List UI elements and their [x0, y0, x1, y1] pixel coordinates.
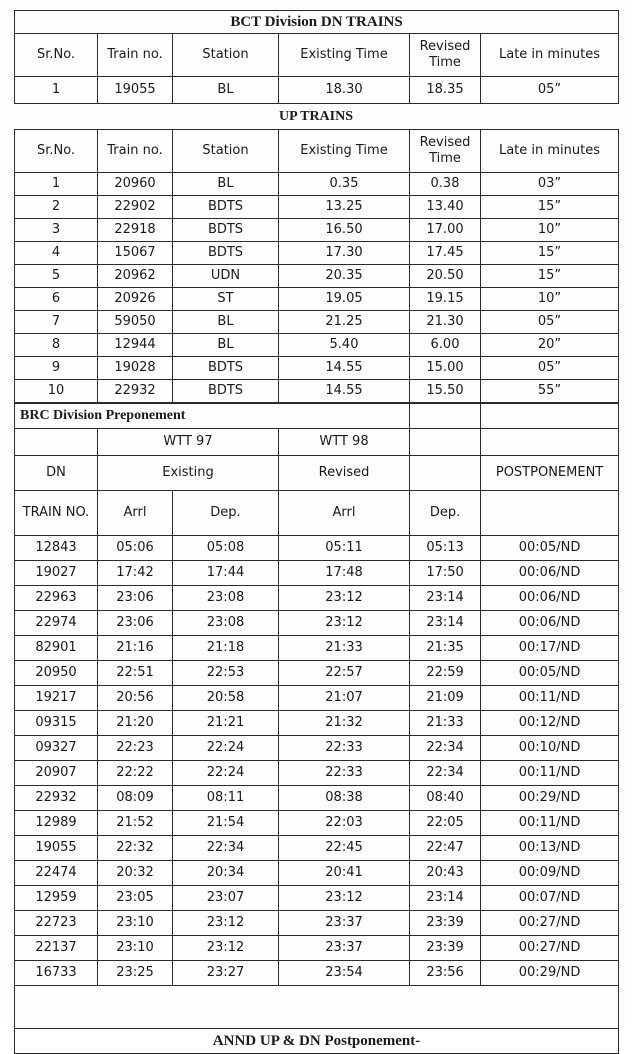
dn-table-title-row — [15, 11, 619, 34]
table-cell: 00:11/ND — [481, 811, 619, 836]
table-row — [15, 736, 619, 761]
table-cell: 00:11/ND — [481, 761, 619, 786]
table-cell: 22:33 — [279, 761, 410, 786]
empty-cell — [410, 456, 481, 491]
table-cell: 20” — [481, 334, 619, 357]
table-cell: 59050 — [98, 311, 173, 334]
table-cell: 22:59 — [410, 661, 481, 686]
empty-cell — [410, 404, 481, 429]
table-cell: 82901 — [15, 636, 98, 661]
table-cell: 18.35 — [410, 77, 481, 104]
table-cell: 22:05 — [410, 811, 481, 836]
table-row — [15, 242, 619, 265]
table-cell: 5 — [15, 265, 98, 288]
table-cell: 23:12 — [279, 586, 410, 611]
brc-table-body — [15, 536, 619, 986]
train-no-header: TRAIN NO. — [15, 491, 98, 536]
dn-table-title: BCT Division DN TRAINS — [15, 11, 619, 34]
table-cell: 20.50 — [410, 265, 481, 288]
table-row — [15, 711, 619, 736]
table-cell: 22902 — [98, 196, 173, 219]
table-cell: 23:12 — [173, 911, 279, 936]
up-trains-title: UP TRAINS — [278, 109, 354, 124]
group-header-row — [15, 456, 619, 491]
table-row — [15, 786, 619, 811]
table-cell: 12843 — [15, 536, 98, 561]
table-cell: 23:14 — [410, 586, 481, 611]
table-cell: 23:08 — [173, 611, 279, 636]
table-cell: 15” — [481, 242, 619, 265]
table-cell: 22:23 — [98, 736, 173, 761]
table-cell: 19055 — [98, 77, 173, 104]
revised-departure-header: Dep. — [410, 491, 481, 536]
revised-group-header: Revised — [279, 456, 410, 491]
table-cell: 19028 — [98, 357, 173, 380]
table-cell: 15.00 — [410, 357, 481, 380]
table-cell: 1 — [15, 77, 98, 104]
table-cell: 00:29/ND — [481, 961, 619, 986]
col-header-late-minutes: Late in minutes — [481, 34, 619, 77]
col-header-station: Station — [173, 130, 279, 173]
table-cell: 17.00 — [410, 219, 481, 242]
table-cell: 22963 — [15, 586, 98, 611]
table-row — [15, 173, 619, 196]
empty-cell — [15, 986, 619, 1029]
table-row — [15, 811, 619, 836]
col-header-existing-time: Existing Time — [279, 130, 410, 173]
table-cell: 6.00 — [410, 334, 481, 357]
table-cell: ST — [173, 288, 279, 311]
table-cell: 19.15 — [410, 288, 481, 311]
table-cell: 13.40 — [410, 196, 481, 219]
table-cell: 22:24 — [173, 761, 279, 786]
table-row — [15, 536, 619, 561]
table-cell: 22:34 — [410, 736, 481, 761]
table-cell: 23:07 — [173, 886, 279, 911]
col-header-station: Station — [173, 34, 279, 77]
col-header-sr-no: Sr.No. — [15, 130, 98, 173]
table-cell: BDTS — [173, 242, 279, 265]
table-cell: 21.25 — [279, 311, 410, 334]
table-row — [15, 561, 619, 586]
table-cell: 0.38 — [410, 173, 481, 196]
table-cell: 10” — [481, 219, 619, 242]
table-cell: 17:50 — [410, 561, 481, 586]
table-cell: 21:35 — [410, 636, 481, 661]
table-cell: 17:42 — [98, 561, 173, 586]
table-row — [15, 265, 619, 288]
table-cell: 21:32 — [279, 711, 410, 736]
table-cell: 23:06 — [98, 586, 173, 611]
table-cell: 23:27 — [173, 961, 279, 986]
table-cell: 13.25 — [279, 196, 410, 219]
table-cell: 08:11 — [173, 786, 279, 811]
table-cell: 21:52 — [98, 811, 173, 836]
table-cell: 7 — [15, 311, 98, 334]
table-row — [15, 611, 619, 636]
table-cell: 23:10 — [98, 936, 173, 961]
table-cell: 00:12/ND — [481, 711, 619, 736]
wtt-header-row — [15, 429, 619, 456]
table-cell: 09315 — [15, 711, 98, 736]
table-cell: 00:13/ND — [481, 836, 619, 861]
table-cell: 14.55 — [279, 357, 410, 380]
table-cell: 17.30 — [279, 242, 410, 265]
table-cell: 15067 — [98, 242, 173, 265]
table-cell: 21:33 — [279, 636, 410, 661]
empty-cell — [410, 429, 481, 456]
table-row — [15, 219, 619, 242]
dn-table-body — [15, 77, 619, 104]
table-cell: 22918 — [98, 219, 173, 242]
table-cell: 21:54 — [173, 811, 279, 836]
existing-departure-header: Dep. — [173, 491, 279, 536]
table-cell: 00:17/ND — [481, 636, 619, 661]
table-cell: 23:14 — [410, 886, 481, 911]
table-cell: 00:29/ND — [481, 786, 619, 811]
table-cell: 23:08 — [173, 586, 279, 611]
table-cell: 22:47 — [410, 836, 481, 861]
table-cell: 22:51 — [98, 661, 173, 686]
table-cell: 21.30 — [410, 311, 481, 334]
col-header-train-no: Train no. — [98, 130, 173, 173]
table-cell: 9 — [15, 357, 98, 380]
table-cell: 23:06 — [98, 611, 173, 636]
postponement-header: POSTPONEMENT — [481, 456, 619, 491]
table-cell: 0.35 — [279, 173, 410, 196]
table-cell: UDN — [173, 265, 279, 288]
up-column-header-row — [15, 130, 619, 173]
table-cell: 00:27/ND — [481, 911, 619, 936]
table-cell: BL — [173, 311, 279, 334]
table-row — [15, 288, 619, 311]
table-cell: BL — [173, 334, 279, 357]
table-cell: 22723 — [15, 911, 98, 936]
table-cell: 22474 — [15, 861, 98, 886]
existing-group-header: Existing — [98, 456, 279, 491]
table-cell: 22:33 — [279, 736, 410, 761]
table-cell: 20962 — [98, 265, 173, 288]
col-header-revised-time: Revised Time — [410, 130, 481, 173]
table-cell: 23:10 — [98, 911, 173, 936]
dn-label: DN — [15, 456, 98, 491]
footer-row — [15, 1029, 619, 1054]
table-cell: 15” — [481, 265, 619, 288]
table-cell: 20:32 — [98, 861, 173, 886]
table-cell: 22:34 — [410, 761, 481, 786]
table-cell: 16.50 — [279, 219, 410, 242]
table-row — [15, 686, 619, 711]
table-cell: 22:45 — [279, 836, 410, 861]
table-cell: 6 — [15, 288, 98, 311]
table-cell: BL — [173, 77, 279, 104]
table-cell: 10” — [481, 288, 619, 311]
table-cell: 21:09 — [410, 686, 481, 711]
wtt97-header: WTT 97 — [98, 429, 279, 456]
footer-title: ANND UP & DN Postponement- — [15, 1029, 619, 1054]
dn-trains-table — [14, 10, 619, 104]
table-row — [15, 357, 619, 380]
table-cell: 5.40 — [279, 334, 410, 357]
table-cell: BDTS — [173, 219, 279, 242]
col-header-existing-time: Existing Time — [279, 34, 410, 77]
table-cell: 22932 — [98, 380, 173, 403]
empty-cell — [481, 404, 619, 429]
table-cell: 8 — [15, 334, 98, 357]
table-cell: 20907 — [15, 761, 98, 786]
table-cell: 03” — [481, 173, 619, 196]
table-cell: 23:12 — [279, 611, 410, 636]
table-cell: 12944 — [98, 334, 173, 357]
table-cell: 21:20 — [98, 711, 173, 736]
table-cell: 19.05 — [279, 288, 410, 311]
dn-column-header-row — [15, 34, 619, 77]
table-cell: 05” — [481, 357, 619, 380]
table-cell: 23:39 — [410, 936, 481, 961]
table-cell: 23:37 — [279, 936, 410, 961]
empty-cell — [15, 429, 98, 456]
table-row — [15, 886, 619, 911]
table-cell: 22974 — [15, 611, 98, 636]
table-cell: 00:10/ND — [481, 736, 619, 761]
col-header-sr-no: Sr.No. — [15, 34, 98, 77]
up-trains-table — [14, 129, 619, 403]
table-cell: 10 — [15, 380, 98, 403]
table-row — [15, 77, 619, 104]
table-cell: 05:06 — [98, 536, 173, 561]
table-cell: 05” — [481, 77, 619, 104]
table-cell: 00:09/ND — [481, 861, 619, 886]
sub-header-row — [15, 491, 619, 536]
table-row — [15, 661, 619, 686]
table-cell: 17:44 — [173, 561, 279, 586]
table-cell: 05:13 — [410, 536, 481, 561]
table-cell: 22:53 — [173, 661, 279, 686]
table-row — [15, 911, 619, 936]
table-cell: 55” — [481, 380, 619, 403]
table-cell: 21:16 — [98, 636, 173, 661]
table-cell: 08:38 — [279, 786, 410, 811]
table-cell: 20960 — [98, 173, 173, 196]
table-cell: 16733 — [15, 961, 98, 986]
table-cell: 18.30 — [279, 77, 410, 104]
spacer-row — [15, 986, 619, 1029]
table-cell: 19027 — [15, 561, 98, 586]
table-cell: 05” — [481, 311, 619, 334]
table-cell: 19217 — [15, 686, 98, 711]
brc-preponement-table — [14, 403, 619, 1054]
table-cell: BDTS — [173, 357, 279, 380]
table-cell: 00:06/ND — [481, 586, 619, 611]
table-cell: 19055 — [15, 836, 98, 861]
table-row — [15, 861, 619, 886]
table-cell: 2 — [15, 196, 98, 219]
revised-arrival-header: Arrl — [279, 491, 410, 536]
table-cell: 22932 — [15, 786, 98, 811]
table-cell: 17.45 — [410, 242, 481, 265]
table-cell: 23:39 — [410, 911, 481, 936]
table-cell: 00:11/ND — [481, 686, 619, 711]
table-cell: 22:03 — [279, 811, 410, 836]
existing-arrival-header: Arrl — [98, 491, 173, 536]
table-row — [15, 761, 619, 786]
table-cell: 20:43 — [410, 861, 481, 886]
table-cell: 23:37 — [279, 911, 410, 936]
table-cell: BDTS — [173, 380, 279, 403]
table-cell: 22:32 — [98, 836, 173, 861]
table-cell: 05:08 — [173, 536, 279, 561]
table-cell: 23:54 — [279, 961, 410, 986]
empty-cell — [481, 491, 619, 536]
table-cell: 23:56 — [410, 961, 481, 986]
table-cell: 00:07/ND — [481, 886, 619, 911]
table-cell: 00:05/ND — [481, 536, 619, 561]
table-cell: 23:12 — [279, 886, 410, 911]
table-cell: 21:33 — [410, 711, 481, 736]
table-row — [15, 836, 619, 861]
table-cell: 22137 — [15, 936, 98, 961]
table-row — [15, 334, 619, 357]
table-cell: 20:56 — [98, 686, 173, 711]
table-cell: 15” — [481, 196, 619, 219]
wtt98-header: WTT 98 — [279, 429, 410, 456]
empty-cell — [481, 429, 619, 456]
table-cell: 22:34 — [173, 836, 279, 861]
up-table-body — [15, 173, 619, 403]
col-header-late-minutes: Late in minutes — [481, 130, 619, 173]
table-cell: 20950 — [15, 661, 98, 686]
table-cell: 05:11 — [279, 536, 410, 561]
table-cell: 20:34 — [173, 861, 279, 886]
table-cell: BDTS — [173, 196, 279, 219]
table-cell: 17:48 — [279, 561, 410, 586]
table-cell: 3 — [15, 219, 98, 242]
col-header-train-no: Train no. — [98, 34, 173, 77]
col-header-revised-time: Revised Time — [410, 34, 481, 77]
table-cell: 20:58 — [173, 686, 279, 711]
table-cell: 1 — [15, 173, 98, 196]
table-cell: 09327 — [15, 736, 98, 761]
table-cell: 00:06/ND — [481, 611, 619, 636]
table-cell: 22:57 — [279, 661, 410, 686]
table-cell: 20.35 — [279, 265, 410, 288]
table-cell: 00:05/ND — [481, 661, 619, 686]
table-cell: 22:24 — [173, 736, 279, 761]
table-cell: 23:25 — [98, 961, 173, 986]
table-cell: 4 — [15, 242, 98, 265]
table-row — [15, 636, 619, 661]
table-cell: 08:40 — [410, 786, 481, 811]
table-row — [15, 936, 619, 961]
table-cell: 14.55 — [279, 380, 410, 403]
table-cell: 15.50 — [410, 380, 481, 403]
table-cell: 23:14 — [410, 611, 481, 636]
table-row — [15, 586, 619, 611]
table-cell: 22:22 — [98, 761, 173, 786]
table-cell: 12959 — [15, 886, 98, 911]
table-cell: 21:18 — [173, 636, 279, 661]
table-cell: 20926 — [98, 288, 173, 311]
table-cell: 00:06/ND — [481, 561, 619, 586]
table-cell: 23:12 — [173, 936, 279, 961]
table-row — [15, 961, 619, 986]
table-cell: 21:07 — [279, 686, 410, 711]
table-cell: 21:21 — [173, 711, 279, 736]
table-cell: 00:27/ND — [481, 936, 619, 961]
table-cell: BL — [173, 173, 279, 196]
table-cell: 08:09 — [98, 786, 173, 811]
table-row — [15, 311, 619, 334]
brc-section-title: BRC Division Preponement — [15, 404, 410, 429]
brc-title-row — [15, 404, 619, 429]
table-row — [15, 196, 619, 219]
table-cell: 20:41 — [279, 861, 410, 886]
table-cell: 23:05 — [98, 886, 173, 911]
table-cell: 12989 — [15, 811, 98, 836]
table-row — [15, 380, 619, 403]
